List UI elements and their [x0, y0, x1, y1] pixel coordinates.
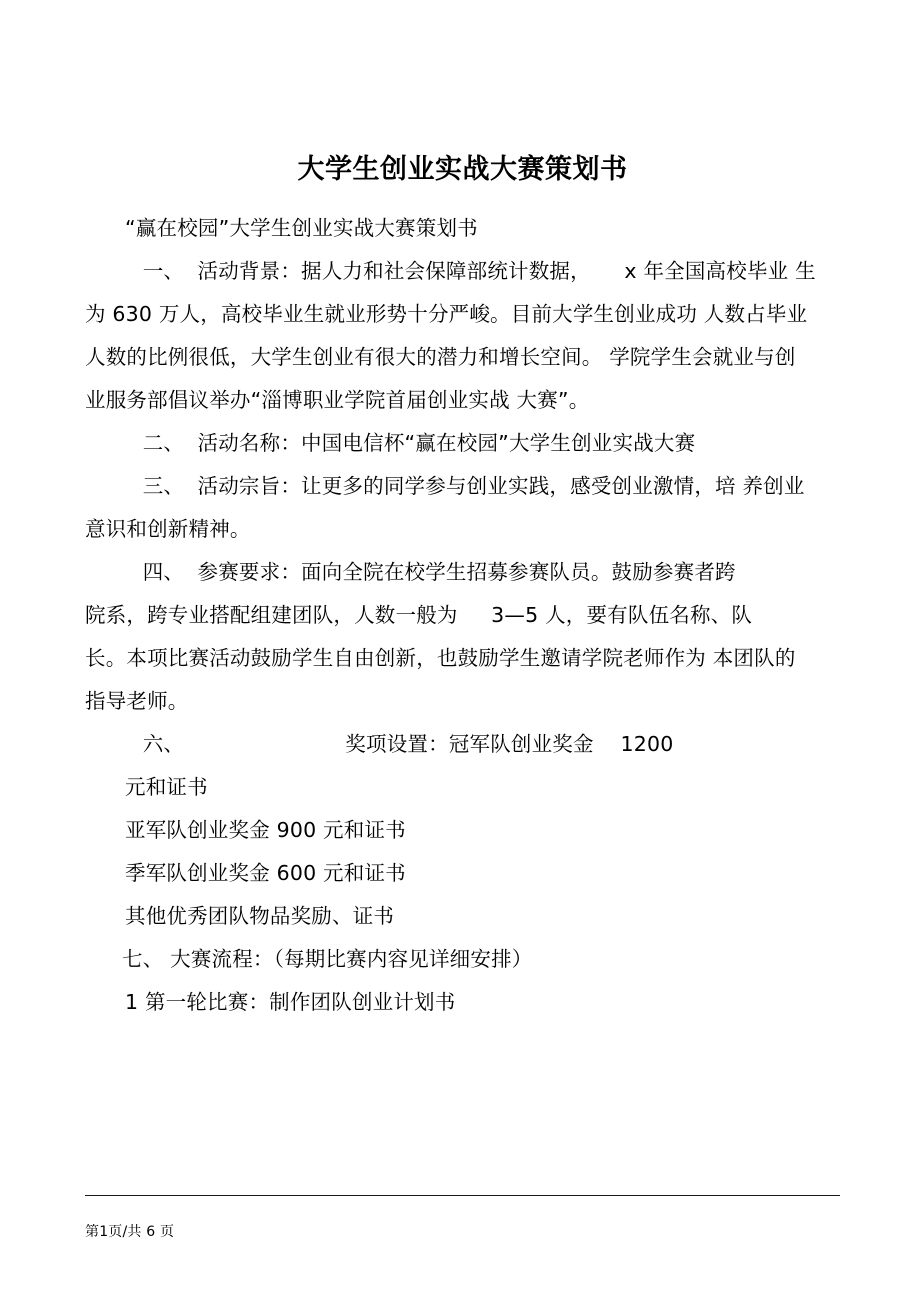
body-line: 季军队创业奖金 600 元和证书	[125, 861, 406, 885]
body-line: 指导老师。	[85, 689, 189, 713]
subtitle-line: “赢在校园”大学生创业实战大赛策划书	[125, 216, 478, 240]
body-line: 一、 活动背景：据人力和社会保障部统计数据， x 年全国高校毕业 生	[122, 259, 816, 283]
body-line: 院系，跨专业搭配组建团队，人数一般为 3—5 人，要有队伍名称、队	[85, 603, 753, 627]
document-body	[85, 207, 840, 1024]
body-line: 为 630 万人，高校毕业生就业形势十分严峻。目前大学生创业成功 人数占毕业	[85, 302, 808, 326]
page-number-footer: 第1页/共 6 页	[85, 1224, 175, 1240]
page-title: 大学生创业实战大赛策划书	[297, 154, 628, 186]
body-line: 人数的比例很低，大学生创业有很大的潜力和增长空间。 学院学生会就业与创	[85, 345, 796, 369]
body-line: 其他优秀团队物品奖励、证书	[125, 904, 395, 928]
body-line: 三、 活动宗旨：让更多的同学参与创业实践，感受创业激情，培 养创业	[122, 474, 805, 498]
body-line: 意识和创新精神。	[85, 517, 251, 541]
body-line: 七、 大赛流程：（每期比赛内容见详细安排）	[122, 947, 533, 971]
body-line: 1 第一轮比赛：制作团队创业计划书	[125, 990, 456, 1014]
body-line: 长。本项比赛活动鼓励学生自由创新，也鼓励学生邀请学院老师作为 本团队的	[85, 646, 796, 670]
footer-divider	[85, 1195, 840, 1196]
body-line: 业服务部倡议举办“淄博职业学院首届创业实战 大赛”。	[85, 388, 590, 412]
body-line: 六、 奖项设置：冠军队创业奖金 1200	[122, 732, 674, 756]
body-line: 亚军队创业奖金 900 元和证书	[125, 818, 406, 842]
body-line: 二、 活动名称：中国电信杯“赢在校园”大学生创业实战大赛	[122, 431, 696, 455]
body-line: 四、 参赛要求：面向全院在校学生招募参赛队员。鼓励参赛者跨	[122, 560, 736, 584]
body-line: 元和证书	[125, 775, 208, 799]
